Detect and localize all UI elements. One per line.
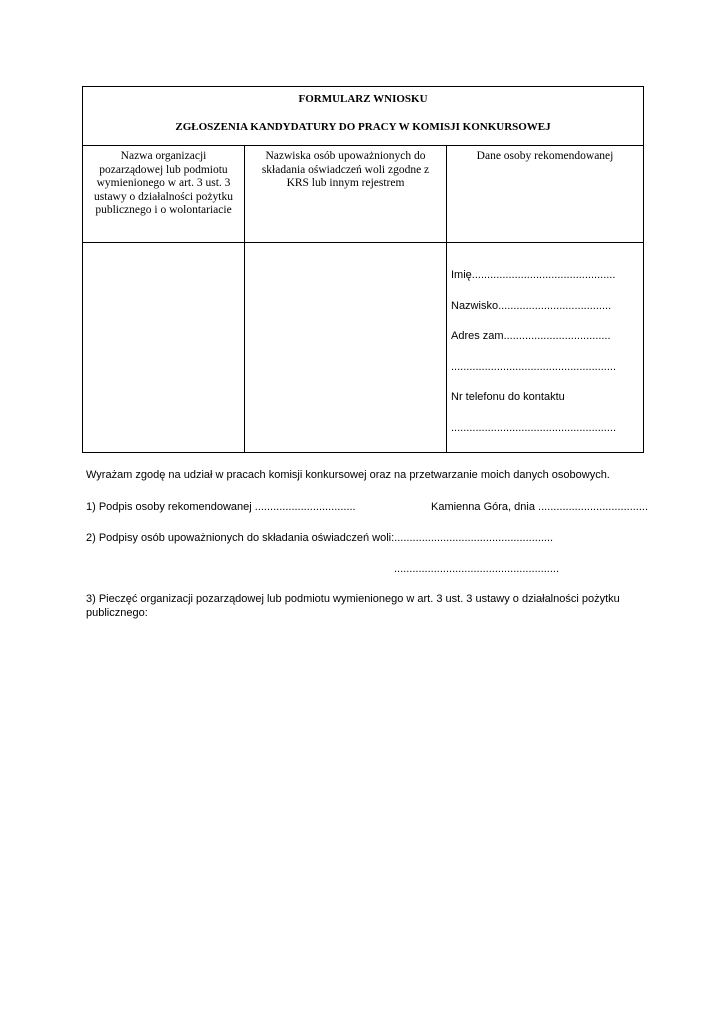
signature-recommended-person[interactable]: 1) Podpis osoby rekomendowanej ................................. <box>86 501 356 513</box>
consent-statement: Wyrażam zgodę na udział w pracach komisji konkursowej oraz na przetwarzanie moich danych osobowych. <box>86 469 610 481</box>
last-name-field[interactable]: Nazwisko..................................... <box>451 299 612 312</box>
column-header-organization <box>83 146 245 243</box>
authorized-persons-cell[interactable] <box>245 243 447 453</box>
column-header-recommended-person <box>447 146 644 243</box>
recommended-person-cell[interactable] <box>447 243 644 453</box>
application-form-table <box>82 86 644 453</box>
first-name-field[interactable]: Imię............................................... <box>451 269 616 281</box>
place-date-field[interactable]: Kamienna Góra, dnia .................................... <box>431 501 649 513</box>
signatures-authorized-persons[interactable]: 2) Podpisy osób upoważnionych do składania oświadczeń woli:.................................................... <box>86 532 554 544</box>
organization-name-cell[interactable] <box>83 243 245 453</box>
address-continuation-field[interactable]: ...................................................... <box>451 360 617 373</box>
form-title-cell <box>83 87 644 146</box>
column-header-organization-label: Nazwa organizacji pozarządowej lub podmiotu wymienionego w art. 3 ust. 3 ustawy o działalności pożytku publicznego i o wolontariacie <box>94 150 233 216</box>
form-title: FORMULARZ WNIOSKU <box>298 93 428 105</box>
phone-label: Nr telefonu do kontaktu <box>451 391 565 403</box>
signatures-authorized-persons-continuation[interactable]: ...................................................... <box>394 563 560 575</box>
organization-stamp-label: 3) Pieczęć organizacji pozarządowej lub podmiotu wymienionego w art. 3 ust. 3 ustawy o działalności pożytku publicznego: <box>86 593 620 619</box>
recommended-person-details <box>447 243 643 452</box>
column-header-recommended-person-label: Dane osoby rekomendowanej <box>476 150 614 162</box>
address-field[interactable]: Adres zam................................... <box>451 330 611 342</box>
form-subtitle: ZGŁOSZENIA KANDYDATURY DO PRACY W KOMISJI KONKURSOWEJ <box>175 121 551 133</box>
column-header-authorized-persons <box>245 146 447 243</box>
phone-field[interactable]: ...................................................... <box>451 421 617 434</box>
column-header-authorized-persons-label: Nazwiska osób upoważnionych do składania oświadczeń woli zgodne z KRS lub innym rejestrem <box>261 150 430 189</box>
